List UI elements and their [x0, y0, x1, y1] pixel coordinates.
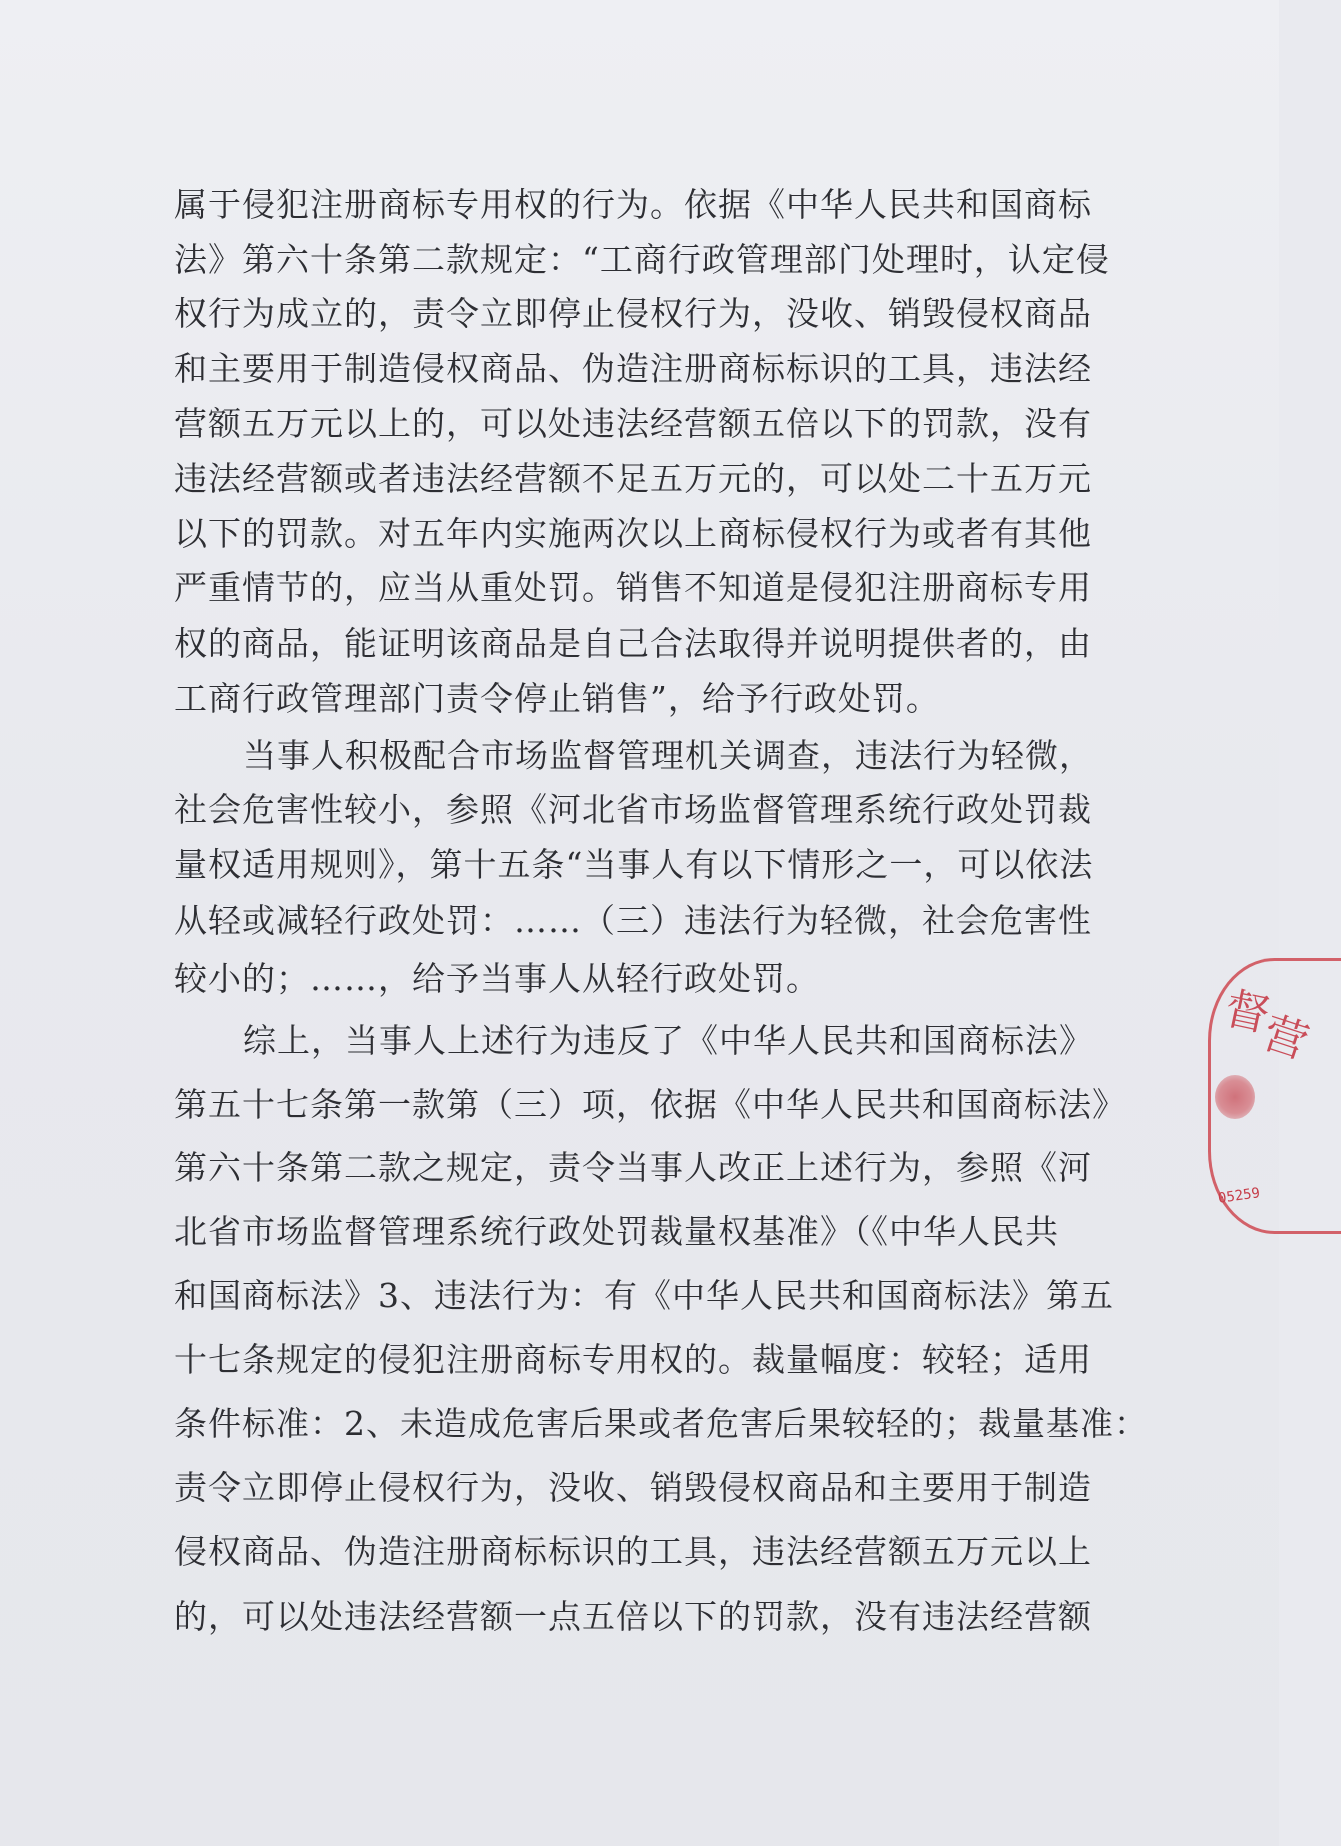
text-line-8: 严重情节的，应当从重处罚。销售不知道是侵犯注册商标专用 [174, 568, 1092, 607]
text-line-2: 法》第六十条第二款规定：“工商行政管理部门处理时，认定侵 [174, 240, 1110, 279]
text-line-3: 权行为成立的，责令立即停止侵权行为，没收、销毁侵权商品 [174, 294, 1092, 333]
paragraph-2-line-1: 当事人积极配合市场监督管理机关调查，违法行为轻微， [243, 736, 1093, 775]
text-line-21: 十七条规定的侵犯注册商标专用权的。裁量幅度：较轻；适用 [174, 1340, 1092, 1379]
text-line-12: 社会危害性较小，参照《河北省市场监督管理系统行政处罚裁 [174, 790, 1092, 829]
text-line-9: 权的商品，能证明该商品是自己合法取得并说明提供者的，由 [174, 624, 1092, 663]
seal-emblem-icon [1215, 1075, 1255, 1119]
seal-char-2: 营 [1256, 1007, 1315, 1070]
text-line-5: 营额五万元以上的，可以处违法经营额五倍以下的罚款，没有 [174, 404, 1092, 443]
text-line-17: 第五十七条第一款第（三）项，依据《中华人民共和国商标法》 [174, 1085, 1126, 1124]
text-line-22: 条件标准：2、未造成危害后果或者危害后果较轻的；裁量基准： [174, 1404, 1148, 1443]
text-line-10: 工商行政管理部门责令停止销售”，给予行政处罚。 [174, 679, 940, 718]
seal-char-1: 督 [1220, 982, 1274, 1043]
text-line-13: 量权适用规则》，第十五条“当事人有以下情形之一，可以依法 [174, 845, 1094, 884]
text-line-6: 违法经营额或者违法经营额不足五万元的，可以处二十五万元 [174, 459, 1092, 498]
text-line-4: 和主要用于制造侵权商品、伪造注册商标标识的工具，违法经 [174, 349, 1092, 388]
text-line-14: 从轻或减轻行政处罚：……（三）违法行为轻微，社会危害性 [174, 901, 1092, 940]
text-line-20: 和国商标法》3、违法行为：有《中华人民共和国商标法》第五 [174, 1276, 1114, 1315]
text-line-25: 的，可以处违法经营额一点五倍以下的罚款，没有违法经营额 [174, 1597, 1092, 1636]
text-line-18: 第六十条第二款之规定，责令当事人改正上述行为，参照《河 [174, 1148, 1092, 1187]
paragraph-3-line-1: 综上，当事人上述行为违反了《中华人民共和国商标法》 [243, 1021, 1093, 1060]
text-line-24: 侵权商品、伪造注册商标标识的工具，违法经营额五万元以上 [174, 1532, 1092, 1571]
text-line-1: 属于侵犯注册商标专用权的行为。依据《中华人民共和国商标 [174, 185, 1092, 224]
text-line-15: 较小的；……，给予当事人从轻行政处罚。 [174, 959, 820, 998]
seal-number: 05259 [1217, 1185, 1262, 1207]
text-line-23: 责令立即停止侵权行为，没收、销毁侵权商品和主要用于制造 [174, 1468, 1092, 1507]
text-line-19: 北省市场监督管理系统行政处罚裁量权基准》（《中华人民共 [174, 1212, 1059, 1251]
text-line-7: 以下的罚款。对五年内实施两次以上商标侵权行为或者有其他 [174, 514, 1092, 553]
